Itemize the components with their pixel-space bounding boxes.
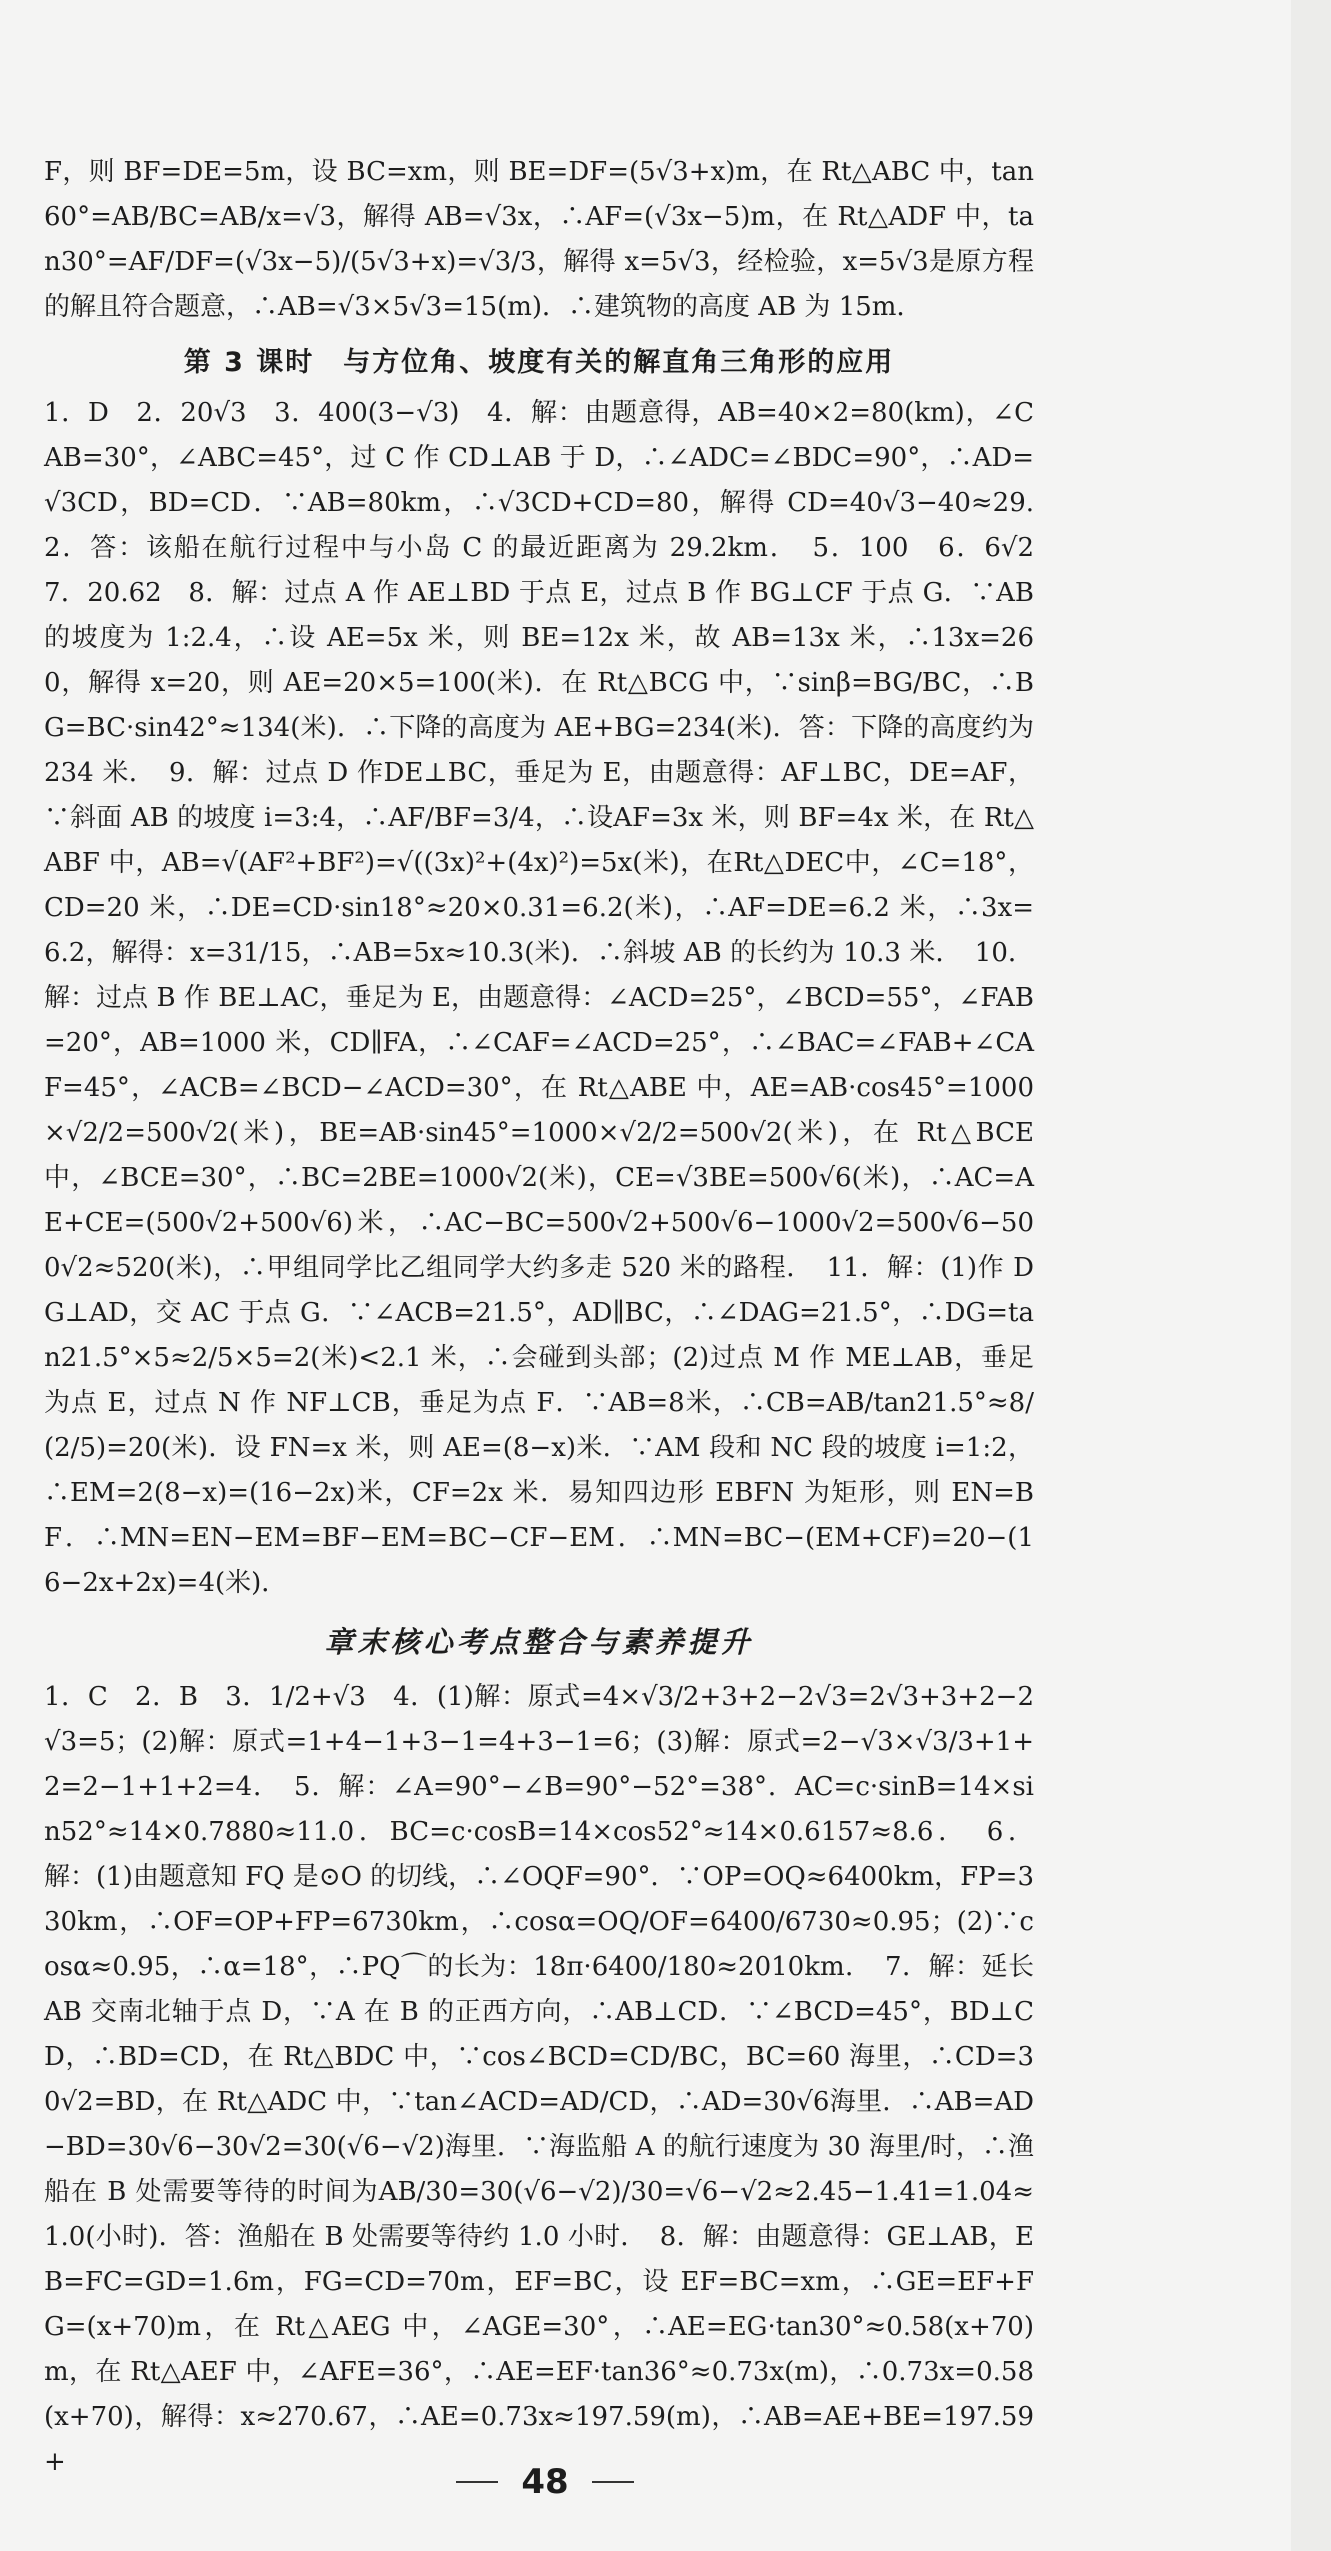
chapter-title: 章末核心考点整合与素养提升 xyxy=(324,1625,754,1659)
text-column xyxy=(44,150,1061,2485)
footer-dash-left xyxy=(456,2481,498,2483)
paragraph-lesson3-answers: 1．D 2．20√3 3．400(3−√3) 4．解：由题意得，AB=40×2=80(km)，∠CAB=30°，∠ABC=45°，过 C 作 CD⊥AB 于 D，∴∠ADC=∠BDC=90°，∴AD=√3CD，BD=CD．∵AB=80km，∴√3CD+CD=80，解得 CD=40√3−40≈29.2．答：该船在航行过程中与小岛 C 的最近距离为 29.2km． 5．100 6．6√2 7．20.62 8．解：过点 A 作 AE⊥BD 于点 E，过点 B 作 BG⊥CF 于点 G．∵AB 的坡度为 1:2.4，∴设 AE=5x 米，则 BE=12x 米，故 AB=13x 米，∴13x=260，解得 x=20，则 AE=20×5=100(米)．在 Rt△BCG 中，∵sinβ=BG/BC，∴BG=BC·sin42°≈134(米)．∴下降的高度为 AE+BG=234(米)．答：下降的高度约为 234 米． 9．解：过点 D 作DE⊥BC，垂足为 E，由题意得：AF⊥BC，DE=AF，∵斜面 AB 的坡度 i=3:4，∴AF/BF=3/4，∴设AF=3x 米，则 BF=4x 米，在 Rt△ABF 中，AB=√(AF²+BF²)=√((3x)²+(4x)²)=5x(米)，在Rt△DEC中，∠C=18°，CD=20 米，∴DE=CD·sin18°≈20×0.31=6.2(米)，∴AF=DE=6.2 米，∴3x=6.2，解得：x=31/15，∴AB=5x≈10.3(米)．∴斜坡 AB 的长约为 10.3 米． 10．解：过点 B 作 BE⊥AC，垂足为 E，由题意得：∠ACD=25°，∠BCD=55°，∠FAB=20°，AB=1000 米，CD∥FA，∴∠CAF=∠ACD=25°，∴∠BAC=∠FAB+∠CAF=45°，∠ACB=∠BCD−∠ACD=30°，在 Rt△ABE 中，AE=AB·cos45°=1000×√2/2=500√2(米)，BE=AB·sin45°=1000×√2/2=500√2(米)，在 Rt△BCE 中，∠BCE=30°，∴BC=2BE=1000√2(米)，CE=√3BE=500√6(米)，∴AC=AE+CE=(500√2+500√6)米，∴AC−BC=500√2+500√6−1000√2=500√6−500√2≈520(米)，∴甲组同学比乙组同学大约多走 520 米的路程． 11．解：(1)作 DG⊥AD，交 AC 于点 G．∵∠ACB=21.5°，AD∥BC，∴∠DAG=21.5°，∴DG=tan21.5°×5≈2/5×5=2(米)<2.1 米，∴会碰到头部；(2)过点 M 作 ME⊥AB，垂足为点 E，过点 N 作 NF⊥CB，垂足为点 F．∵AB=8米，∴CB=AB/tan21.5°≈8/(2/5)=20(米)．设 FN=x 米，则 AE=(8−x)米．∵AM 段和 NC 段的坡度 i=1:2，∴EM=2(8−x)=(16−2x)米，CF=2x 米．易知四边形 EBFN 为矩形，则 EN=BF．∴MN=EN−EM=BF−EM=BC−CF−EM．∴MN=BC−(EM+CF)=20−(16−2x+2x)=4(米)． xyxy=(44,398,1061,1598)
page-footer xyxy=(0,2462,1090,2502)
page-number: 48 xyxy=(521,2462,569,2502)
footer-dash-right xyxy=(592,2481,634,2483)
paragraph-chapter-answers: 1．C 2．B 3．1/2+√3 4．(1)解：原式=4×√3/2+3+2−2√3=2√3+3+2−2√3=5；(2)解：原式=1+4−1+3−1=4+3−1=6；(3)解：原式=2−√3×√3/3+1+2=2−1+1+2=4． 5．解：∠A=90°−∠B=90°−52°=38°．AC=c·sinB=14×sin52°≈14×0.7880≈11.0．BC=c·cosB=14×cos52°≈14×0.6157≈8.6． 6．解：(1)由题意知 FQ 是⊙O 的切线，∴∠OQF=90°．∵OP=OQ≈6400km，FP=330km，∴OF=OP+FP=6730km，∴cosα=OQ/OF=6400/6730≈0.95；(2)∵cosα≈0.95，∴α=18°，∴PQ⌒的长为：18π·6400/180≈2010km． 7．解：延长 AB 交南北轴于点 D，∵A 在 B 的正西方向，∴AB⊥CD．∵∠BCD=45°，BD⊥CD，∴BD=CD，在 Rt△BDC 中，∵cos∠BCD=CD/BC，BC=60 海里，∴CD=30√2=BD，在 Rt△ADC 中，∵tan∠ACD=AD/CD，∴AD=30√6海里．∴AB=AD−BD=30√6−30√2=30(√6−√2)海里．∵海监船 A 的航行速度为 30 海里/时，∴渔船在 B 处需要等待的时间为AB/30=30(√6−√2)/30=√6−√2≈2.45−1.41=1.04≈1.0(小时)．答：渔船在 B 处需要等待约 1.0 小时． 8．解：由题意得：GE⊥AB，EB=FC=GD=1.6m，FG=CD=70m，EF=BC，设 EF=BC=xm，∴GE=EF+FG=(x+70)m，在 Rt△AEG 中，∠AGE=30°，∴AE=EG·tan30°≈0.58(x+70)m，在 Rt△AEF 中，∠AFE=36°，∴AE=EF·tan36°≈0.73x(m)，∴0.73x=0.58(x+70)，解得：x≈270.67，∴AE=0.73x≈197.59(m)，∴AB=AE+BE=197.59+ xyxy=(44,1682,1034,2477)
section-title: 第 3 课时 与方位角、坡度有关的解直角三角形的应用 xyxy=(183,347,895,378)
paragraph-continuation: F，则 BF=DE=5m，设 BC=xm，则 BE=DF=(5√3+x)m，在 Rt△ABC 中，tan60°=AB/BC=AB/x=√3，解得 AB=√3x，∴AF=(√3x−5)m，在 Rt△ADF 中，tan30°=AF/DF=(√3x−5)/(5√3+x)=√3/3，解得 x=5√3，经检验，x=5√3是原方程的解且符合题意，∴AB=√3×5√3=15(m)．∴建筑物的高度 AB 为 15m． xyxy=(44,157,1034,322)
page-edge-shadow xyxy=(1291,0,1331,2551)
